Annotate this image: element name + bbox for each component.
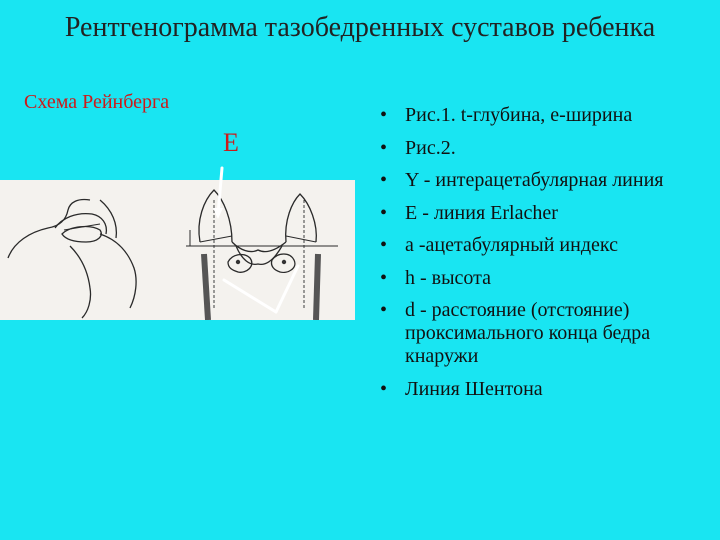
- bullet-dot: •: [380, 266, 388, 289]
- fig2-right-center: [282, 260, 286, 264]
- bullet-text: h - высота: [405, 266, 492, 289]
- bullet-item: [380, 378, 715, 401]
- fig2-roof-left: [200, 236, 232, 242]
- bullet-text: Е - линия Erlacher: [405, 201, 558, 224]
- fig2-left-center: [236, 260, 240, 264]
- fig2-left-ilium: [199, 190, 232, 242]
- fig1-femur-neck: [100, 234, 136, 308]
- bullet-text: Y - интерацетабулярная линия: [405, 169, 664, 191]
- schema-subtitle: Схема Рейнберга: [24, 91, 170, 113]
- fig1-contour: [8, 199, 90, 258]
- definitions-list: [380, 104, 715, 410]
- bullet-text: Рис.2.: [405, 136, 456, 159]
- bullet-dot: •: [380, 104, 388, 126]
- fig2-right-ilium: [286, 194, 317, 242]
- bullet-item: [380, 104, 715, 127]
- bullet-item: [380, 202, 715, 225]
- bullet-item: [380, 137, 715, 160]
- fig2-right-femur: [316, 254, 318, 320]
- fig2-left-femur: [204, 254, 208, 320]
- bullet-item: [380, 267, 715, 290]
- bullet-dot: •: [380, 299, 388, 321]
- bullet-text: d - расстояние (отстояние) проксимального конца бедра кнаружи: [405, 299, 651, 367]
- fig2-roof-right: [286, 236, 316, 242]
- bullet-text: а -ацетабулярный индекс: [405, 234, 618, 256]
- xray-schema-figure: [0, 180, 355, 320]
- bullet-dot: •: [380, 201, 388, 224]
- bullet-item: [380, 299, 715, 368]
- fig1-femur-lower: [70, 246, 91, 318]
- bullet-dot: •: [380, 136, 388, 159]
- bullet-item: [380, 169, 715, 192]
- bullet-item: [380, 234, 715, 257]
- fig1-femoral-head: [62, 227, 101, 242]
- bullet-dot: •: [380, 234, 388, 256]
- xray-schema-drawing: [0, 180, 355, 320]
- bullet-dot: •: [380, 169, 388, 191]
- bullet-text: Линия Шентона: [405, 377, 543, 400]
- figure-label-e: E: [223, 128, 239, 157]
- bullet-dot: •: [380, 377, 388, 400]
- fig2-left-head: [228, 255, 252, 273]
- bullet-text: Рис.1. t-глубина, е-ширина: [405, 104, 633, 126]
- slide-title: Рентгенограмма тазобедренных суставов ребенка: [64, 12, 656, 43]
- fig2-sacrum: [232, 242, 286, 252]
